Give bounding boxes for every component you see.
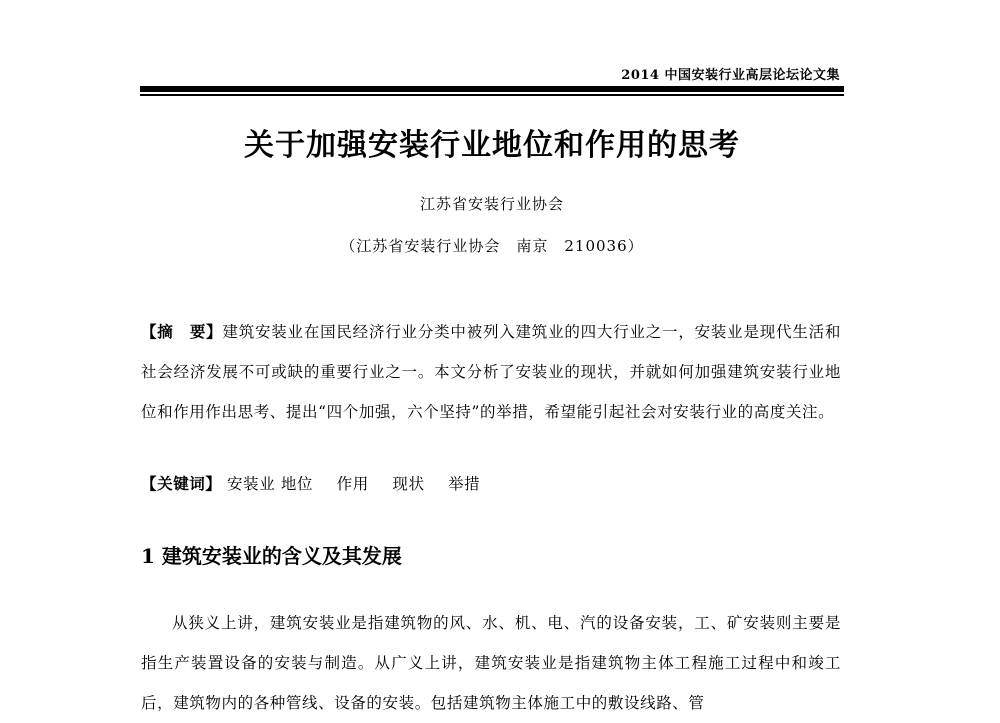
- keyword-item: 现状: [392, 475, 425, 493]
- paper-title: 关于加强安装行业地位和作用的思考: [244, 128, 740, 163]
- keyword-item: 作用: [336, 475, 369, 493]
- keywords-label: 【关键词】: [141, 474, 222, 493]
- running-title: 2014 中国安装行业高层论坛论文集: [621, 68, 840, 83]
- section-paragraph: 从狭义上讲，建筑安装业是指建筑物的风、水、机、电、汽的设备安装，工、矿安装则主要是指生产装置设备的安装与制造。从广义上讲，建筑安装业是指建筑物主体工程施工过程中和竣工后，建筑物内的各种管线、设备的安装。包括建筑物主体施工中的敷设线路、管: [141, 614, 841, 712]
- paper-author: 江苏省安装行业协会: [419, 195, 564, 213]
- abstract: [141, 312, 841, 432]
- paper-affiliation: （江苏省安装行业协会 南京 210036）: [340, 237, 644, 255]
- abstract-label: 【摘 要】: [141, 322, 223, 341]
- section-heading: 1 建筑安装业的含义及其发展: [141, 544, 402, 568]
- keyword-item: 举措: [448, 475, 481, 493]
- keyword-item: 安装业 地位: [227, 475, 314, 493]
- abstract-text: 建筑安装业在国民经济行业分类中被列入建筑业的四大行业之一，安装业是现代生活和社会经济发展不可或缺的重要行业之一。本文分析了安装业的现状，并就如何加强建筑安装行业地位和作用作出思考、提出“四个加强，六个坚持”的举措，希望能引起社会对安装行业的高度关注。: [141, 323, 841, 421]
- keywords: [141, 472, 841, 494]
- header-rule-thick: [140, 86, 844, 92]
- header-rule-thin: [140, 94, 844, 96]
